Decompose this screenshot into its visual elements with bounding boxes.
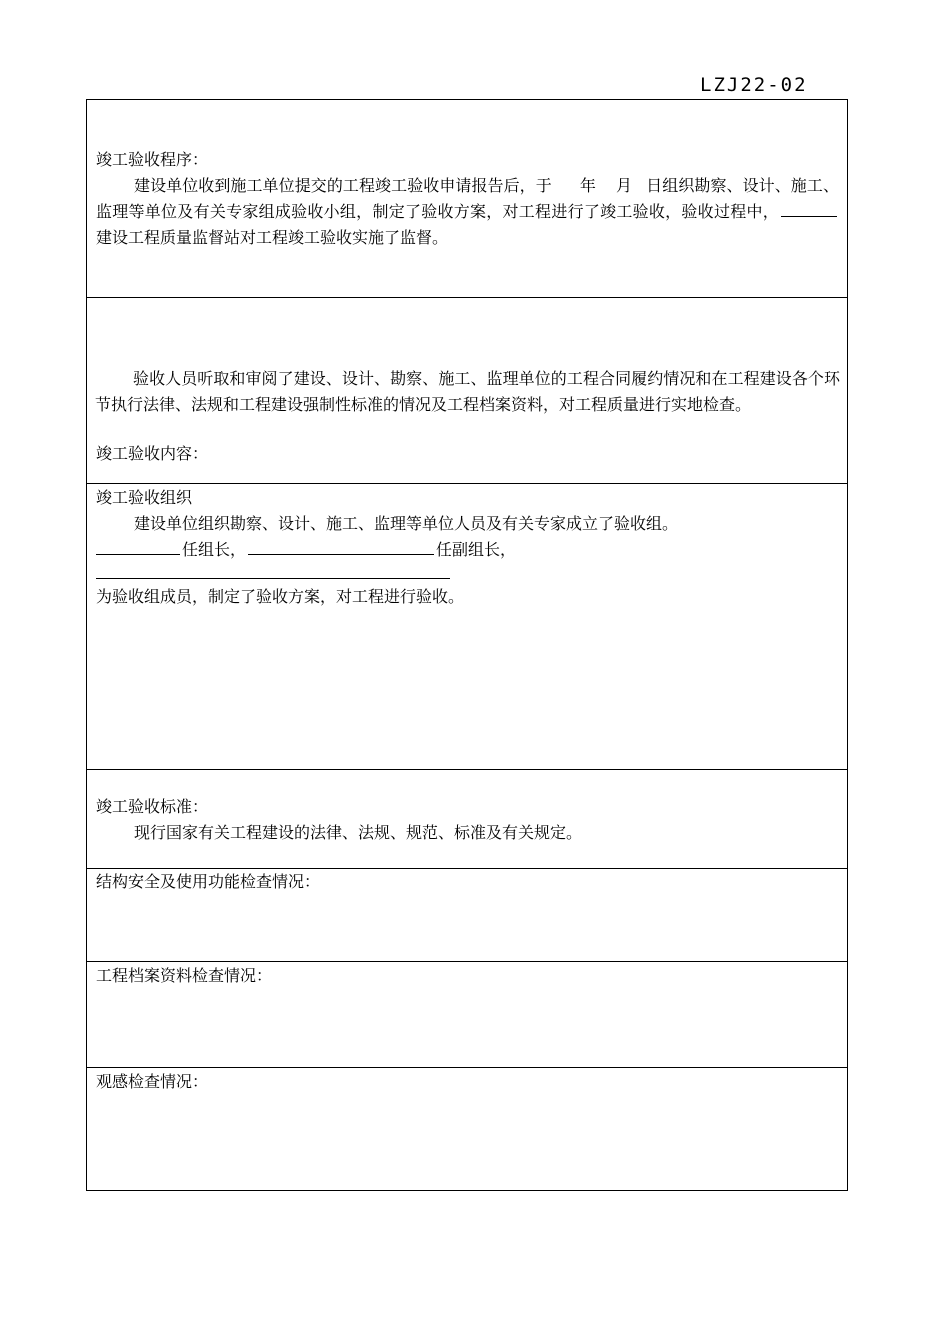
- organization-heading: 竣工验收组织: [96, 488, 193, 507]
- members-blank[interactable]: [96, 578, 450, 579]
- organization-section: [87, 484, 847, 770]
- members-label: 为验收组成员，制定了验收方案，对工程进行验收。: [96, 587, 465, 606]
- month-label: 月: [615, 176, 633, 195]
- standard-section: [87, 770, 847, 869]
- vice-leader-label: 任副组长，: [436, 540, 517, 559]
- standard-body: 现行国家有关工程建设的法律、法规、规范、标准及有关规定。: [134, 823, 583, 842]
- year-label: 年: [579, 176, 596, 195]
- leader-blank[interactable]: [96, 538, 180, 555]
- leader-label: 任组长，: [182, 540, 247, 559]
- appearance-check-heading: 观感检查情况：: [96, 1072, 209, 1091]
- document-code: LZJ22-02: [700, 74, 808, 96]
- vice-leader-blank[interactable]: [248, 538, 434, 555]
- archive-check-heading: 工程档案资料检查情况：: [96, 966, 273, 985]
- procedure-text-c: 建设工程质量监督站对工程竣工验收实施了监督。: [96, 228, 449, 247]
- structure-check-section: [87, 869, 847, 962]
- organization-body: 建设单位组织勘察、设计、施工、监理等单位人员及有关专家成立了验收组。: [134, 514, 679, 533]
- procedure-text-a: 建设单位收到施工单位提交的工程竣工验收申请报告后，于: [134, 176, 552, 195]
- procedure-body: [96, 173, 839, 251]
- procedure-text-b: 日组织勘察、设计、施工、监理等单位及有关专家组成验收小组，制定了验收方案，对工程进行了竣工验收，验收过程中，: [96, 176, 839, 221]
- appearance-check-section: [87, 1068, 847, 1190]
- content-body: 验收人员听取和审阅了建设、设计、勘察、施工、监理单位的工程合同履约情况和在工程建设各个环节执行法律、法规和工程建设强制性标准的情况及工程档案资料，对工程质量进行实地检查。: [95, 369, 840, 414]
- supervision-station-blank[interactable]: [781, 200, 837, 217]
- procedure-section: [87, 100, 847, 298]
- acceptance-form: [86, 99, 848, 1191]
- structure-check-heading: 结构安全及使用功能检查情况：: [96, 872, 321, 891]
- leader-line: [96, 537, 839, 563]
- content-heading: 竣工验收内容：: [96, 444, 209, 463]
- standard-heading: 竣工验收标准：: [96, 797, 209, 816]
- procedure-heading: 竣工验收程序：: [96, 150, 209, 169]
- archive-check-section: [87, 962, 847, 1068]
